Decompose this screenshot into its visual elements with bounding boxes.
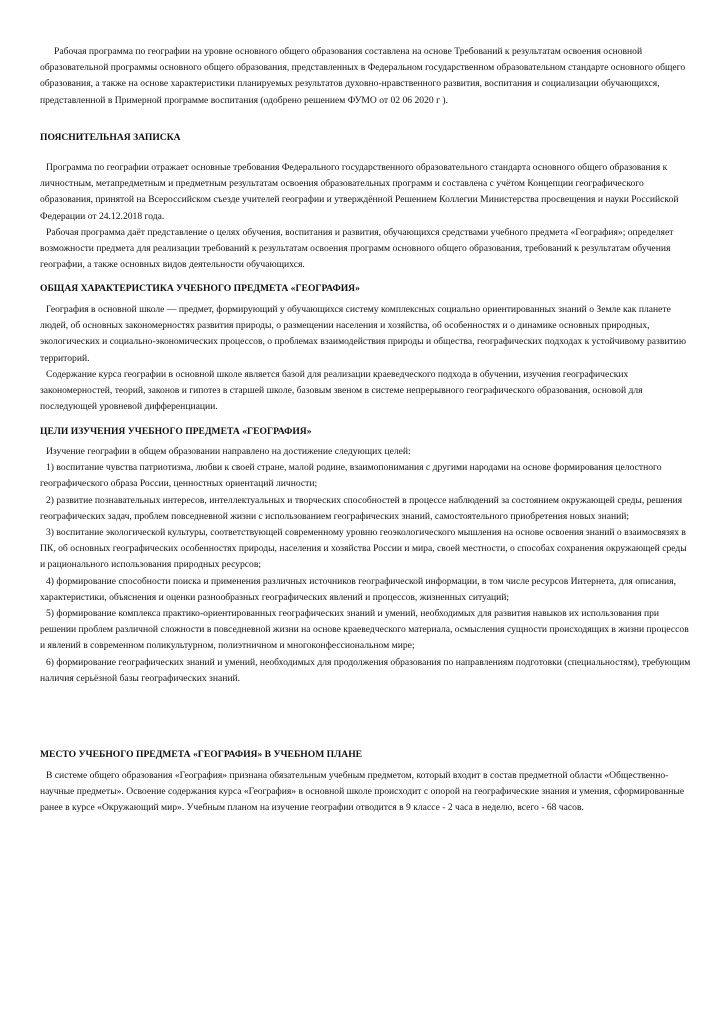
goals-lead: Изучение географии в общем образовании направлено на достижение следующих целей:: [46, 446, 411, 457]
intro-block: [40, 44, 692, 109]
goal-item-6: 6) формирование географических знаний и умений, необходимых для продолжения образования по направлениям подготовки (специальностям), требующим наличия серьёзной базы географических знаний.: [40, 656, 691, 684]
goal-item-5: 5) формирование комплекса практико-ориентированных географических знаний и умений, необходимых для развития навыков их использования при решении проблем различной сложности в повседневной жизни на основе краеведческого материала, осмысления сущности происходящих в жизни процессов и явлений в современном поликультурном, полиэтничном и многоконфессиональном мире;: [40, 608, 689, 652]
note-heading: ПОЯСНИТЕЛЬНАЯ ЗАПИСКА: [40, 132, 181, 143]
general-body: [40, 302, 692, 415]
goals-section: [40, 425, 692, 439]
place-heading: МЕСТО УЧЕБНОГО ПРЕДМЕТА «ГЕОГРАФИЯ» В УЧЕБНОМ ПЛАНЕ: [40, 749, 363, 760]
note-paragraph-2: Рабочая программа даёт представление о целях обучения, воспитания и развития, обучающихся средствами учебного предмета «География»; определяет возможности предмета для реализации требований к результатам освоения программ основного общего образования, требований к результатам обучения географии, а также основных видов деятельности обучающихся.: [40, 226, 674, 271]
note-body: [40, 160, 692, 273]
place-body: [40, 768, 692, 817]
goal-item-4: 4) формирование способности поиска и применения различных источников географической информации, в том числе ресурсов Интернета, для описания, характеристики, объяснения и оценки разнообразных географических явлений и процессов, жизненных ситуаций;: [40, 575, 676, 603]
general-paragraph-2: Содержание курса географии в основной школе является базой для реализации краеведческого подхода в обучении, изучения географических закономерностей, теорий, законов и гипотез в старшей школе, базовым звеном в системе непрерывного географического образования, основой для последующей уровневой дифференциации.: [40, 368, 643, 413]
goal-item-2: 2) развитие познавательных интересов, интеллектуальных и творческих способностей в процессе наблюдений за состоянием окружающей среды, решения географических задач, проблем повседневной жизни с использованием географических знаний, самостоятельного приобретения новых знаний;: [40, 494, 683, 522]
goals-body: [40, 444, 692, 687]
goal-item-3: 3) воспитание экологической культуры, соответствующей современному уровню геоэкологического мышления на основе освоения знаний о взаимосвязях в ПК, об основных географических особенностях природы, населения и хозяйства России и мира, своей местности, о способах сохранения окружающей среды и рационального использования природных ресурсов;: [40, 527, 687, 571]
place-section: [40, 748, 692, 762]
goals-heading: ЦЕЛИ ИЗУЧЕНИЯ УЧЕБНОГО ПРЕДМЕТА «ГЕОГРАФИЯ»: [40, 426, 312, 437]
general-paragraph-1: География в основной школе — предмет, формирующий у обучающихся систему комплексных социально ориентированных знаний о Земле как планете людей, об основных закономерностях развития природы, о размещении населения и хозяйства, об особенностях и о динамике основных природных, экологических и социально-экономических процессов, о проблемах взаимодействия природы и общества, географических подходах к устойчивому развитию территорий.: [40, 304, 686, 364]
general-heading: ОБЩАЯ ХАРАКТЕРИСТИКА УЧЕБНОГО ПРЕДМЕТА «ГЕОГРАФИЯ»: [40, 283, 360, 294]
goal-item-1: 1) воспитание чувства патриотизма, любви к своей стране, малой родине, взаимопонимания с другими народами на основе формирования целостного географического образа России, ценностных ориентаций личности;: [40, 462, 662, 490]
general-section: [40, 282, 692, 296]
intro-paragraph: Рабочая программа по географии на уровне основного общего образования составлена на основе Требований к результатам освоения основной образовательной программы основного общего образования, представленных в Федеральном государственном образовательном стандарте основного общего образования, а также на основе характеристики планируемых результатов духовно-нравственного развития, воспитания и социализации обучающихся, представленной в Примерной программе воспитания (одобрено решением ФУМО от 02 06 2020 г ).: [40, 46, 686, 106]
note-section: [40, 131, 692, 145]
note-paragraph-1: Программа по географии отражает основные требования Федерального государственного образовательного стандарта основного общего образования к личностным, метапредметным и предметным результатам освоения образовательных программ и составлена с учётом Концепции географического образования, принятой на Всероссийском съезде учителей географии и утверждённой Решением Коллегии Министерства просвещения и науки Российской Федерации от 24.12.2018 года.: [40, 162, 679, 222]
place-paragraph: В системе общего образования «География» признана обязательным учебным предметом, который входит в состав предметной области «Общественно-научные предметы». Освоение содержания курса «География» в основной школе происходит с опорой на географические знания и умения, сформированные ранее в курсе «Окружающий мир». Учебным планом на изучение географии отводится в 9 классе - 2 часа в неделю, всего - 68 часов.: [40, 770, 685, 814]
